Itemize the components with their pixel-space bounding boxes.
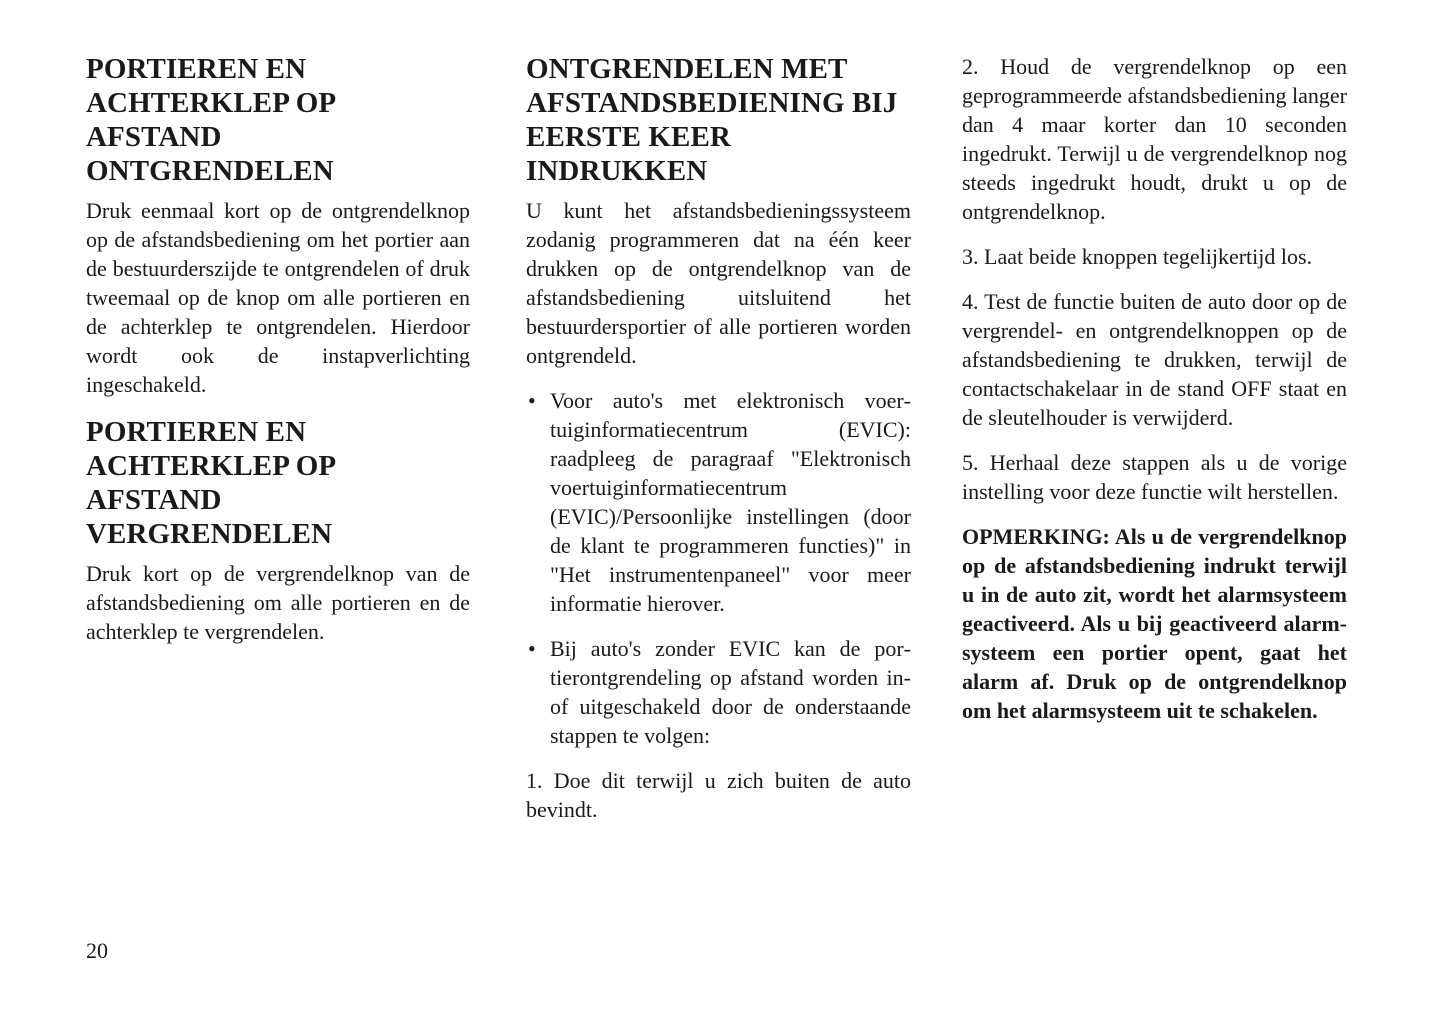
bullet-icon: • [528, 388, 536, 413]
step-3: 3. Laat beide knoppen tegelijkertijd los. [962, 244, 1313, 269]
bullet-list [526, 386, 911, 750]
paragraph-intro: U kunt het afstandsbedieningssysteem zodanig programmeren dat na één keer drukken op de ontgrendelknop van de afstandsbediening uitsluitend het bestuurdersportier of alle portieren worden ontgrendeld. [526, 198, 911, 368]
heading-unlock-remote: PORTIEREN EN ACHTERKLEP OP AFSTAND ONTGRENDELEN [86, 53, 337, 187]
paragraph-lock-remote: Druk kort op de vergrendelknop van de afstandsbediening om alle portieren en de achterklep te vergrendelen. [86, 561, 470, 644]
column-middle [526, 52, 911, 840]
step-5: 5. Herhaal deze stappen als u de vorige instelling voor deze functie wilt herstellen. [962, 450, 1347, 504]
note-paragraph: OPMERKING: Als u de vergrendelknop op de afstandsbediening indrukt terwijl u in de auto zit, wordt het alarmsysteem geactiveerd. Als u bij geactiveerd alarmsysteem een portier opent, gaat het alarm af. Druk op de ontgrendelknop om het alarmsysteem uit te schakelen. [962, 524, 1347, 723]
heading-unlock-first-press: ONTGRENDELEN MET AFSTANDSBEDIENING BIJ EERSTE KEER INDRUKKEN [526, 53, 898, 187]
step-4: 4. Test de functie buiten de auto door op de vergrendel- en ontgrendelknoppen op de afstandsbediening te drukken, terwijl de contactschakelaar in de stand OFF staat en de sleutelhouder is verwijderd. [962, 289, 1347, 430]
column-left [86, 52, 470, 662]
column-right [962, 52, 1347, 741]
step-2: 2. Houd de vergrendelknop op een geprogrammeerde afstandsbediening langer dan 4 maar korter dan 10 seconden ingedrukt. Terwijl u de vergrendelknop nog steeds ingedrukt houdt, drukt u op de ontgrendelknop. [962, 54, 1347, 224]
list-item: • Bij auto's zonder EVIC kan de portierontgrendeling op afstand worden in- of uitgeschakeld door de onderstaande stappen te volgen: [528, 636, 911, 748]
paragraph-unlock-remote: Druk eenmaal kort op de ontgrendelknop op de afstandsbediening om het portier aan de bestuurderszijde te ontgrendelen of druk tweemaal op de knop om alle portieren en de achterklep te ontgrendelen. Hierdoor wordt ook de instapverlichting ingeschakeld. [86, 198, 470, 397]
heading-lock-remote: PORTIEREN EN ACHTERKLEP OP AFSTAND VERGRENDELEN [86, 416, 337, 550]
bullet-icon: • [528, 636, 536, 661]
page-number: 20 [86, 938, 108, 963]
step-1: 1. Doe dit terwijl u zich buiten de auto bevindt. [526, 768, 911, 822]
list-item: • Voor auto's met elektronisch voertuiginformatiecentrum (EVIC): raadpleeg de paragraaf "Elektronisch voertuiginformatiecentrum (EVIC)/Persoonlijke instellingen (door de klant te programmeren functies)" in "Het instrumentenpaneel" voor meer informatie hierover. [528, 388, 911, 616]
